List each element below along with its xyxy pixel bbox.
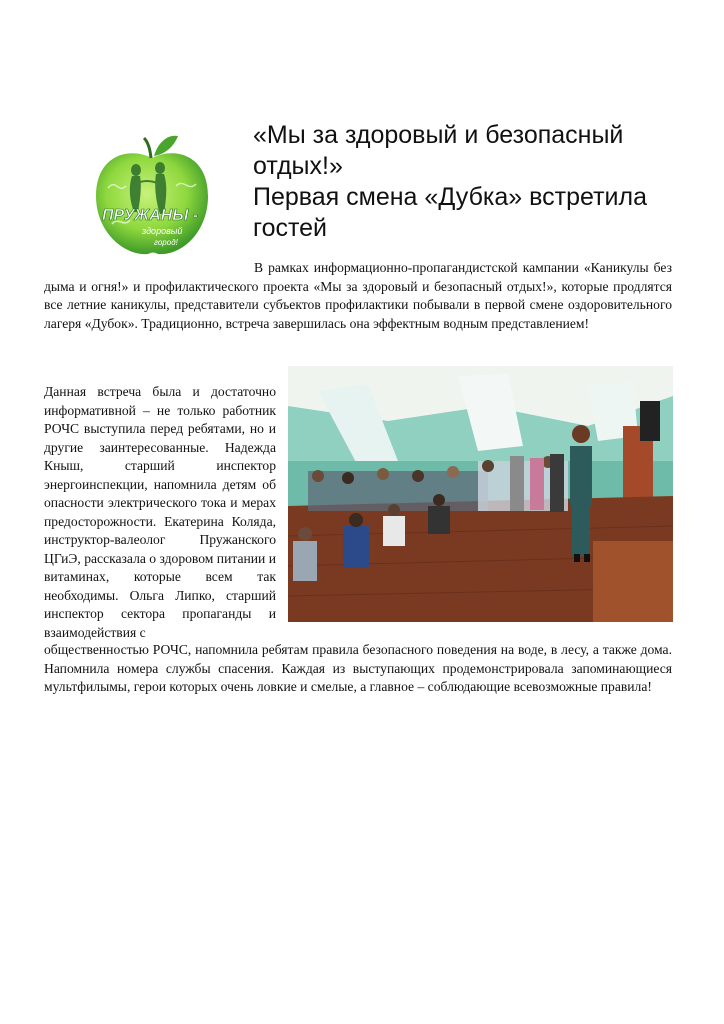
photo-stage (593, 541, 673, 622)
title-line-1: «Мы за здоровый и безопасный отдых!» (253, 121, 624, 180)
title-line-2: Первая смена «Дубка» встретила гостей (253, 183, 647, 242)
photo-speaker-box (640, 401, 660, 441)
logo-slogan-line1: здоровый (142, 226, 183, 236)
intro-text: В рамках информационно-пропагандистской кампании «Каникулы без дыма и огня!» и профилактического проекта «Мы за здоровый и безопасный отдых!», которые продлятся все летние каникулы, представители субъектов профилактики побывали в первой смене оздоровительного лагеря «Дубок». Традиционно, встреча завершилась она эффектным водным представлением! (44, 260, 672, 331)
logo-slogan-line2: город! (154, 238, 178, 247)
intro-paragraph (44, 259, 672, 333)
apple-leaf-icon (154, 136, 178, 156)
body-paragraph-continued: общественностью РОЧС, напомнила ребятам правила безопасного поведения на воде, в лесу, а также дома. Напомнила номера службы спасения. Каждая из выступающих продемонстрировала запоминающиеся мультфилымы, герои которых очень ловкие и смелые, а главное – соблюдающие всевозможные правила! (44, 642, 672, 694)
logo-name-text: ПРУЖАНЫ - (102, 207, 199, 224)
photo-standing-people (510, 454, 564, 512)
apple-shape (96, 153, 208, 254)
event-photo (288, 366, 673, 622)
article-title (253, 120, 693, 244)
body-paragraph-left: Данная встреча была и достаточно информативной – не только работник РОЧС выступила перед ребятами, но и другие заинтересованные. Надежда Кныш, старший инспектор энергоинспекции, напомнила детям об опасности электрического тока и мерах предосторожности. Екатерина Коляда, инструктор-валеолог Пружанского ЦГиЭ, рассказала о здоровом питании и витаминах, которые всем так необходимы. Ольга Липко, старший инспектор сектора пропаганды и взаимодействия с (44, 384, 276, 640)
apple-stem-icon (144, 138, 151, 158)
pruzhany-logo (88, 128, 216, 262)
